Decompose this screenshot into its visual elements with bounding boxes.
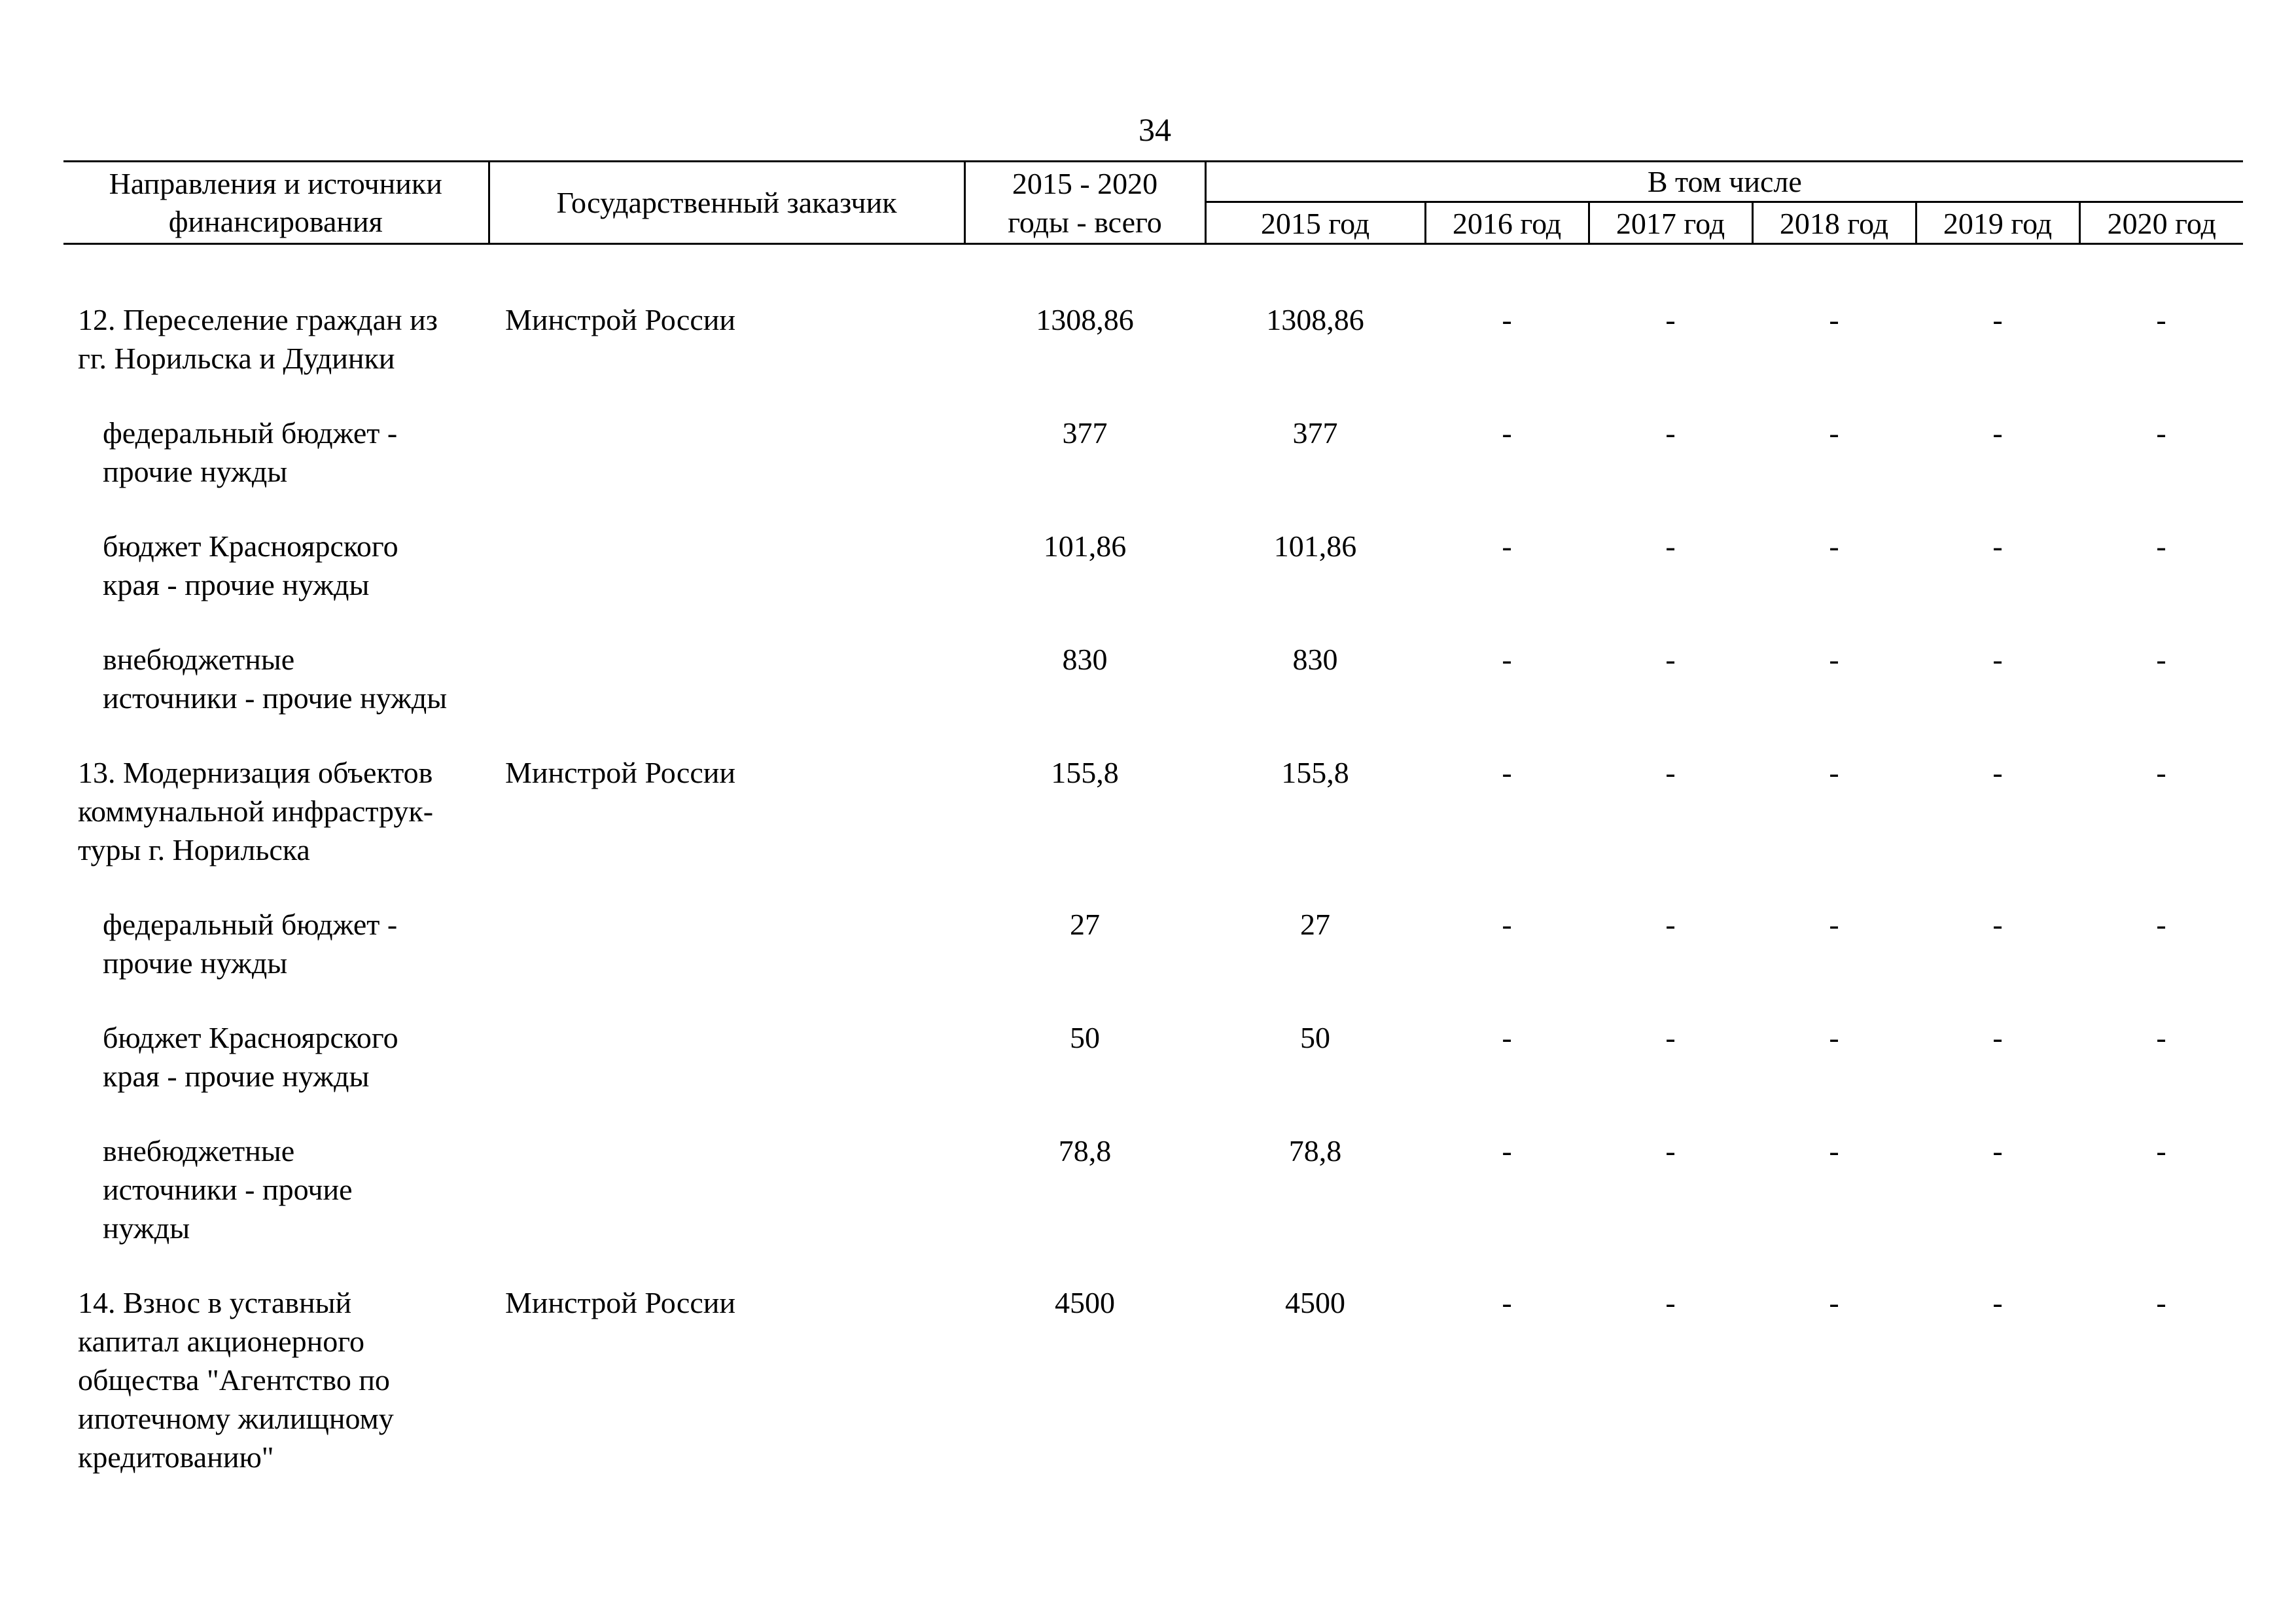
value-2017: - xyxy=(1665,908,1676,941)
name-line: бюджет Красноярского xyxy=(103,1021,398,1054)
value-2018: - xyxy=(1829,303,1839,336)
value-2018: - xyxy=(1829,643,1839,676)
name-line: внебюджетные xyxy=(103,643,295,676)
header-total-line-2: годы - всего xyxy=(1008,205,1162,239)
funding-source-name xyxy=(63,414,489,527)
value-2017: - xyxy=(1665,529,1676,563)
funding-source-name xyxy=(63,1132,489,1283)
value-2016: - xyxy=(1502,416,1512,450)
name-line: 14. Взнос в уставный xyxy=(78,1286,352,1319)
value-2017: - xyxy=(1665,303,1676,336)
value-2015: 78,8 xyxy=(1288,1134,1342,1168)
name-line: нужды xyxy=(103,1211,190,1245)
name-line: туры г. Норильска xyxy=(78,833,310,866)
value-2017: - xyxy=(1665,1134,1676,1168)
state-customer xyxy=(489,640,964,753)
header-year-2016: 2016 год xyxy=(1425,202,1589,244)
table-row xyxy=(63,905,2243,1018)
value-2018: - xyxy=(1829,1286,1839,1319)
state-customer xyxy=(489,414,964,527)
header-directions-line-2: финансирования xyxy=(168,204,383,238)
name-line: коммунальной инфраструк- xyxy=(78,794,434,828)
table-row xyxy=(63,1283,2243,1476)
value-2018: - xyxy=(1829,756,1839,789)
total-2015-2020: 377 xyxy=(1062,416,1108,450)
value-2019: - xyxy=(1992,1286,2003,1319)
value-2020: - xyxy=(2156,643,2166,676)
value-2020: - xyxy=(2156,908,2166,941)
value-2017: - xyxy=(1665,643,1676,676)
value-2016: - xyxy=(1502,908,1512,941)
value-2015: 155,8 xyxy=(1281,756,1349,789)
header-year-2015: 2015 год xyxy=(1205,202,1425,244)
value-2019: - xyxy=(1992,303,2003,336)
state-customer xyxy=(489,1132,964,1283)
name-line: прочие нужды xyxy=(103,946,288,980)
name-line: 13. Модернизация объектов xyxy=(78,756,433,789)
table-body xyxy=(63,244,2243,1477)
value-2019: - xyxy=(1992,908,2003,941)
value-2018: - xyxy=(1829,416,1839,450)
value-2016: - xyxy=(1502,1134,1512,1168)
funding-source-name xyxy=(63,1018,489,1132)
value-2018: - xyxy=(1829,1021,1839,1054)
value-2018: - xyxy=(1829,908,1839,941)
name-line: федеральный бюджет - xyxy=(103,908,398,941)
direction-name xyxy=(63,753,489,905)
value-2016: - xyxy=(1502,303,1512,336)
name-line: 12. Переселение граждан из xyxy=(78,303,438,336)
value-2017: - xyxy=(1665,416,1676,450)
total-2015-2020: 101,86 xyxy=(1043,529,1127,563)
total-2015-2020: 50 xyxy=(1070,1021,1100,1054)
table-row xyxy=(63,414,2243,527)
total-2015-2020: 78,8 xyxy=(1058,1134,1112,1168)
header-year-2020: 2020 год xyxy=(2079,202,2243,244)
value-2020: - xyxy=(2156,1286,2166,1319)
value-2020: - xyxy=(2156,1134,2166,1168)
value-2020: - xyxy=(2156,416,2166,450)
header-including: В том числе xyxy=(1205,162,2243,202)
name-line: прочие нужды xyxy=(103,455,288,488)
state-customer xyxy=(489,905,964,1018)
direction-name xyxy=(63,1283,489,1476)
value-2015: 830 xyxy=(1292,643,1338,676)
value-2016: - xyxy=(1502,1021,1512,1054)
name-line: ипотечному жилищному xyxy=(78,1402,394,1435)
header-directions-line-1: Направления и источники xyxy=(109,166,442,200)
name-line: внебюджетные xyxy=(103,1134,295,1168)
name-line: края - прочие нужды xyxy=(103,568,370,601)
table-header xyxy=(63,162,2243,244)
name-line: источники - прочие нужды xyxy=(103,681,448,715)
value-2019: - xyxy=(1992,1021,2003,1054)
value-2019: - xyxy=(1992,643,2003,676)
total-2015-2020: 27 xyxy=(1070,908,1100,941)
direction-name xyxy=(63,300,489,414)
value-2015: 27 xyxy=(1300,908,1330,941)
total-2015-2020: 4500 xyxy=(1055,1286,1115,1319)
value-2017: - xyxy=(1665,756,1676,789)
header-year-2017: 2017 год xyxy=(1589,202,1752,244)
name-line: гг. Норильска и Дудинки xyxy=(78,342,395,375)
value-2017: - xyxy=(1665,1021,1676,1054)
value-2018: - xyxy=(1829,1134,1839,1168)
table-row xyxy=(63,1018,2243,1132)
header-directions-and-sources xyxy=(63,162,489,244)
table-row xyxy=(63,640,2243,753)
value-2015: 4500 xyxy=(1285,1286,1345,1319)
name-line: общества "Агентство по xyxy=(78,1363,390,1397)
value-2016: - xyxy=(1502,529,1512,563)
name-line: края - прочие нужды xyxy=(103,1060,370,1093)
state-customer: Минстрой России xyxy=(505,756,735,789)
funding-source-name xyxy=(63,640,489,753)
name-line: кредитованию" xyxy=(78,1440,274,1474)
funding-source-name xyxy=(63,527,489,640)
value-2019: - xyxy=(1992,529,2003,563)
value-2015: 1308,86 xyxy=(1266,303,1364,336)
value-2015: 50 xyxy=(1300,1021,1330,1054)
total-2015-2020: 155,8 xyxy=(1051,756,1119,789)
state-customer xyxy=(489,1018,964,1132)
header-year-2018: 2018 год xyxy=(1752,202,1916,244)
header-state-customer: Государственный заказчик xyxy=(489,162,964,244)
value-2019: - xyxy=(1992,1134,2003,1168)
value-2015: 377 xyxy=(1292,416,1338,450)
header-row-top xyxy=(63,162,2243,202)
value-2017: - xyxy=(1665,1286,1676,1319)
funding-source-name xyxy=(63,905,489,1018)
table-row xyxy=(63,753,2243,905)
value-2016: - xyxy=(1502,756,1512,789)
value-2016: - xyxy=(1502,1286,1512,1319)
state-customer: Минстрой России xyxy=(505,1286,735,1319)
table-row xyxy=(63,300,2243,414)
header-total-2015-2020 xyxy=(964,162,1205,244)
value-2015: 101,86 xyxy=(1273,529,1357,563)
value-2016: - xyxy=(1502,643,1512,676)
name-line: капитал акционерного xyxy=(78,1325,365,1358)
table-row xyxy=(63,1132,2243,1283)
value-2020: - xyxy=(2156,756,2166,789)
total-2015-2020: 1308,86 xyxy=(1036,303,1134,336)
name-line: федеральный бюджет - xyxy=(103,416,398,450)
state-customer: Минстрой России xyxy=(505,303,735,336)
value-2020: - xyxy=(2156,529,2166,563)
value-2020: - xyxy=(2156,303,2166,336)
header-year-2019: 2019 год xyxy=(1916,202,2079,244)
state-customer xyxy=(489,527,964,640)
total-2015-2020: 830 xyxy=(1062,643,1108,676)
header-total-line-1: 2015 - 2020 xyxy=(1012,166,1158,200)
page-number: 34 xyxy=(1139,111,1171,148)
name-line: бюджет Красноярского xyxy=(103,529,398,563)
value-2019: - xyxy=(1992,756,2003,789)
financing-table xyxy=(63,160,2243,1476)
name-line: источники - прочие xyxy=(103,1173,353,1206)
table-row xyxy=(63,527,2243,640)
value-2019: - xyxy=(1992,416,2003,450)
value-2020: - xyxy=(2156,1021,2166,1054)
value-2018: - xyxy=(1829,529,1839,563)
header-spacer xyxy=(63,244,2243,301)
